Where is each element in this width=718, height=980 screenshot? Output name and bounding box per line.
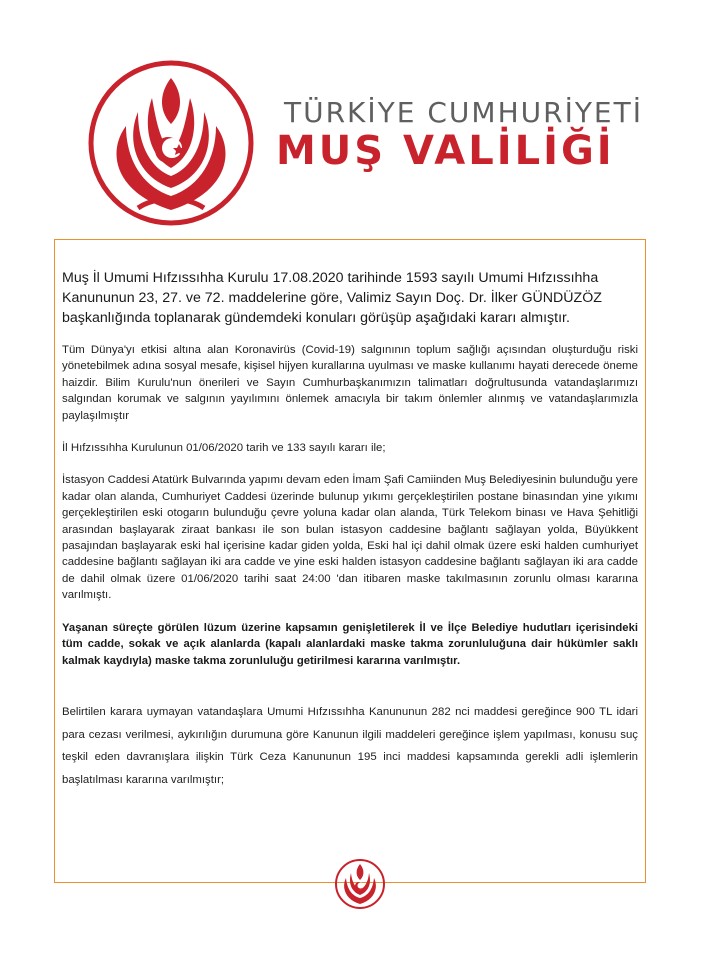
letterhead [0,0,718,230]
paragraph-penalties: Belirtilen karara uymayan vatandaşlara Umumi Hıfzıssıhha Kanununun 282 nci maddesi gereğince 900 TL idari para cezası verilmesi, aykırılığın durumuna göre Kanunun ilgili maddeleri gereğince işlem yapılması, konusu suç teşkil eden davranışlara ilişkin Türk Ceza Kanununun 195 inci maddesi kapsamında gerekli adli işlemlerin başlatılması kararına varılmıştır; [62,706,638,786]
decision-lead: Muş İl Umumi Hıfzıssıhha Kurulu 17.08.2020 tarihinde 1593 sayılı Umumi Hıfzıssıhha Kanununun 23, 27. ve 72. maddelerine göre, Valimiz Sayın Doç. Dr. İlker GÜNDÜZÖZ başkanlığında toplanarak gündemdeki konuları görüşüp aşağıdaki kararı almıştır. [62,270,602,326]
paragraph-decision-extension: Yaşanan süreçte görülen lüzum üzerine kapsamın genişletilerek İl ve İlçe Belediye hudutları içerisindeki tüm cadde, sokak ve açık alanlarda (kapalı alanlardaki maske takma zorunluluğuna dair hükümler saklı kalmak kaydıyla) maske takma zorunluluğu getirilmesi kararına varılmıştır. [62,621,638,667]
tulip-seal-icon [334,858,386,910]
org-country-title: TÜRKİYE CUMHURİYETİ [284,96,643,129]
document-body [62,268,638,791]
paragraph-covid-context: Tüm Dünya'yı etkisi altına alan Koronavirüs (Covid-19) salgınının toplum sağlığı açısından oluşturduğu riski yönetebilmek adına sosyal mesafe, kişisel hijyen kurallarına uyulması ve maske kullanımı hayati derecede öneme haizdir. Bilim Kurulu'nun önerileri ve Sayın Cumhurbaşkanımızın talimatları doğrultusunda vatandaşlarımızı salgından korumak ve salgının yayılımını önlemek amacıyla bir takım önlemler alınmış ve vatandaşlarımızla paylaşılmıştır [62,344,638,422]
paragraph-mask-areas: İstasyon Caddesi Atatürk Bulvarında yapımı devam eden İmam Şafi Camiinden Muş Belediyesinin bulunduğu yere kadar olan alanda, Cumhuriyet Caddesi üzerinde bulunup yıkımı gerçekleştirilen postane binasından yine yıkımı gerçekleştirilen eski otogarın bulunduğu çevre yoluna kadar olan alanda, Türk Telekom binası ve Hava Şehitliği arasından başlayarak ziraat bankası ile son bulan istasyon caddesine bağlantı sağlayan yolda, Büyükkent pasajından başlayarak eski hal içerisine kadar giden yolda, Eski hal içi dahil olmak üzere eski halden cumhuriyet caddesine bağlantı sağlayan iki ara cadde ve yine eski halden istasyon caddesine bağlantı sağlayan iki ara cadde de dahil olmak üzere 01/06/2020 tarihi saat 24:00 'dan itibaren maske takılmasının zorunlu olması kararına varılmıştı. [62,474,638,602]
paragraph-previous-decision: İl Hıfzıssıhha Kurulunun 01/06/2020 tarih ve 133 sayılı kararı ile; [62,442,386,455]
tulip-crescent-emblem-icon [86,58,256,228]
org-governorship-title: MUŞ VALİLİĞİ [276,128,615,174]
